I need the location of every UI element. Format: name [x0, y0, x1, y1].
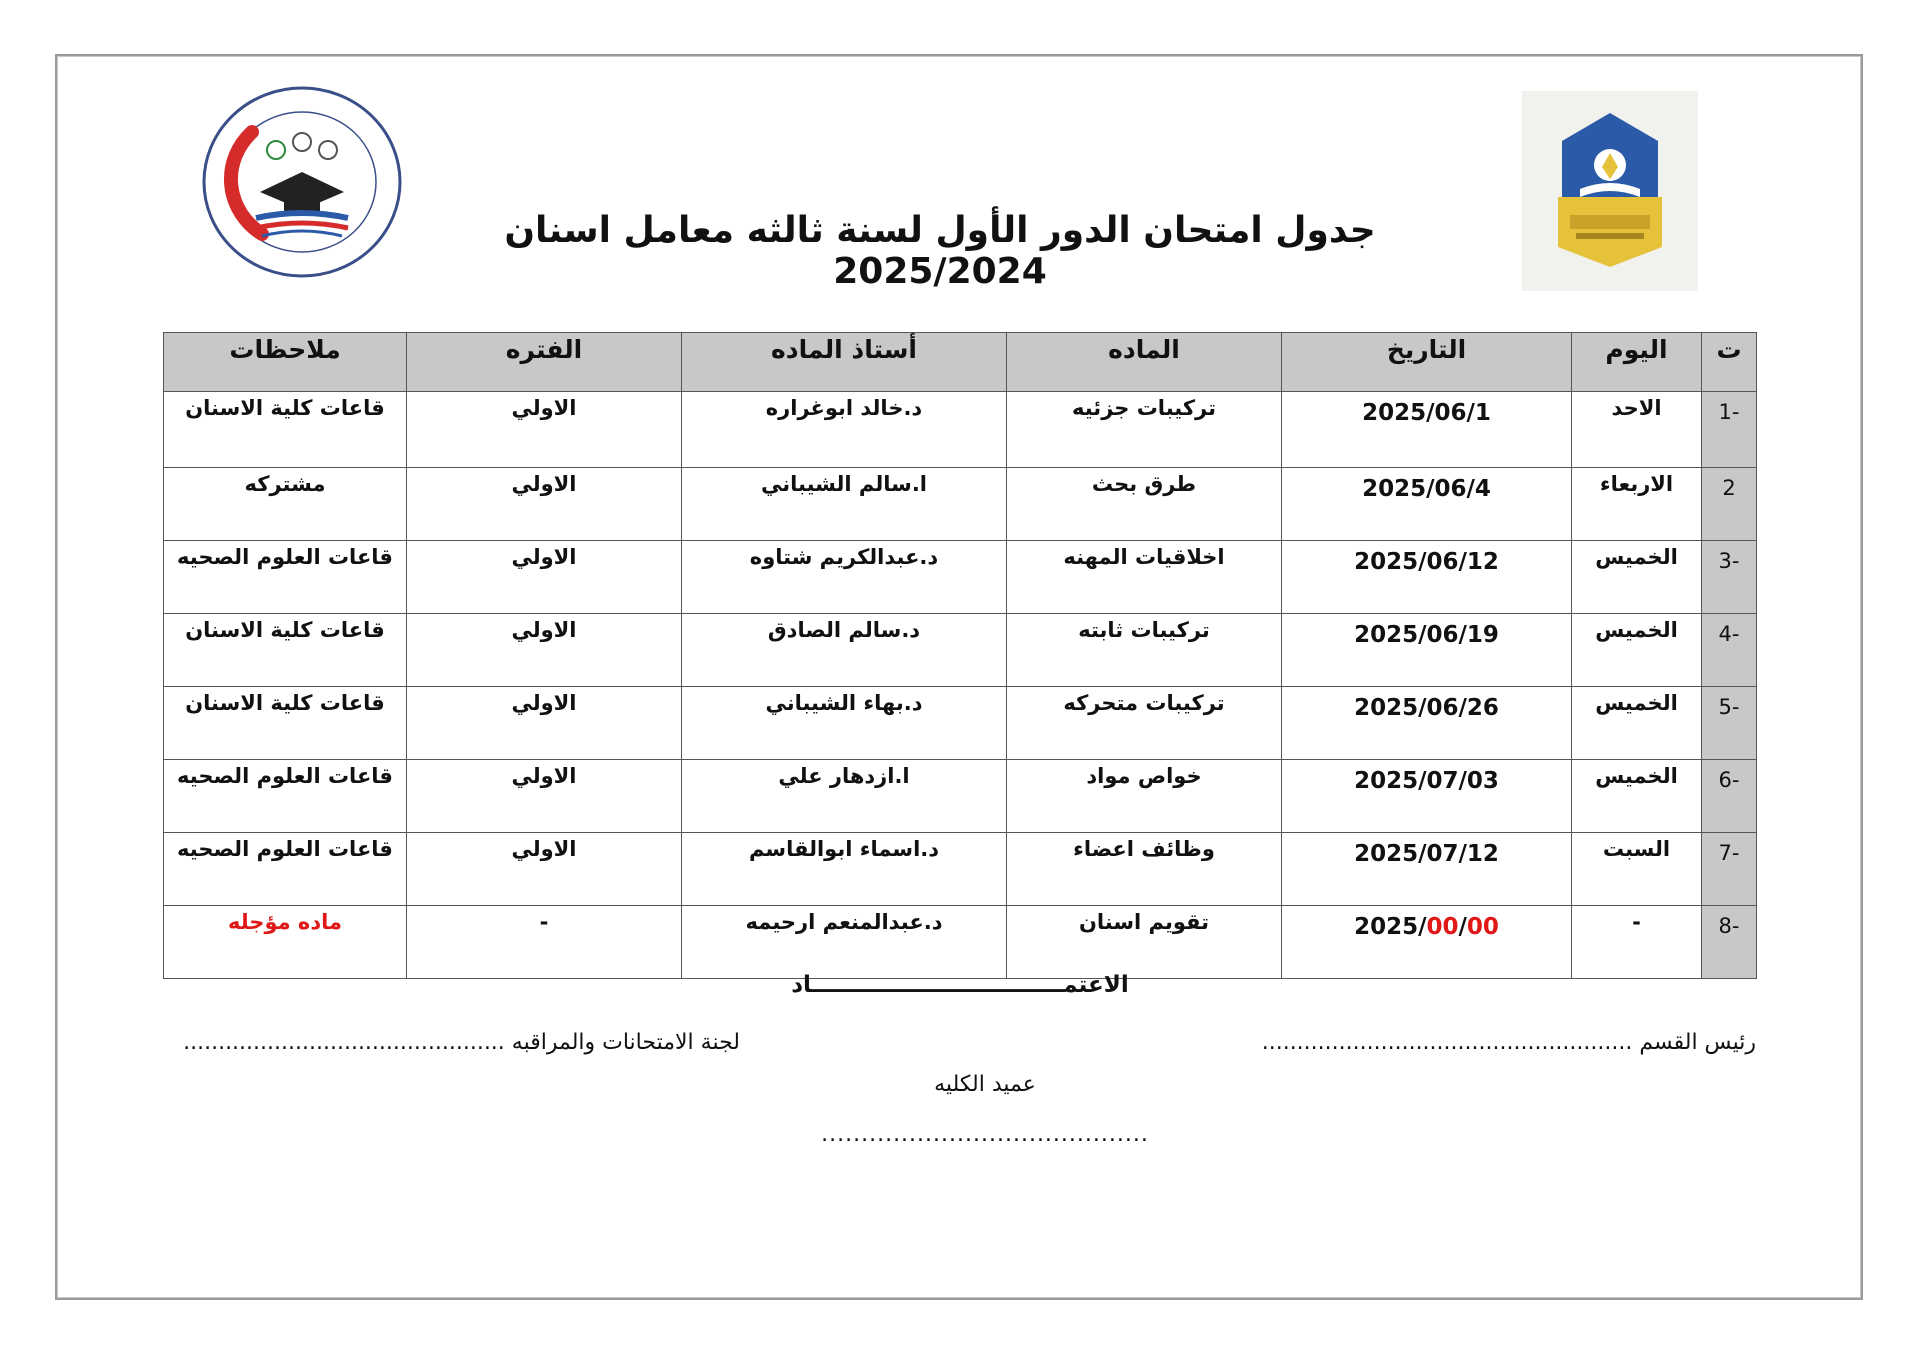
exam-committee-signature: لجنة الامتحانات والمراقبه ..............................................	[183, 1030, 740, 1055]
row-num: -6	[1702, 760, 1757, 833]
row-period: الاولي	[407, 468, 682, 541]
table-row	[164, 392, 1757, 468]
date-year: 2025/	[1354, 914, 1427, 940]
date-month: 00	[1426, 914, 1459, 940]
header-day: اليوم	[1572, 333, 1702, 392]
table-row	[164, 614, 1757, 687]
row-teacher: د.خالد ابوغراره	[682, 392, 1007, 468]
row-date: 2025/07/12	[1282, 833, 1572, 906]
row-teacher: ا.سالم الشيباني	[682, 468, 1007, 541]
row-day: الاحد	[1572, 392, 1702, 468]
row-day: -	[1572, 906, 1702, 979]
row-period: -	[407, 906, 682, 979]
header-notes: ملاحظات	[164, 333, 407, 392]
row-teacher: د.بهاء الشيباني	[682, 687, 1007, 760]
table-row	[164, 833, 1757, 906]
row-notes: قاعات العلوم الصحيه	[164, 541, 407, 614]
row-subject: وظائف اعضاء	[1007, 833, 1282, 906]
faculty-logo	[200, 84, 404, 280]
row-num: -7	[1702, 833, 1757, 906]
page-title: جدول امتحان الدور الأول لسنة ثالثه معامل اسنان 2025/2024	[504, 210, 1376, 292]
row-period: الاولي	[407, 614, 682, 687]
row-day: الاربعاء	[1572, 468, 1702, 541]
row-teacher: د.اسماء ابوالقاسم	[682, 833, 1007, 906]
row-num: 2	[1702, 468, 1757, 541]
row-date: 2025/06/1	[1282, 392, 1572, 468]
dean-signature-line: .........................................	[821, 1122, 1149, 1147]
header-teacher: أستاذ الماده	[682, 333, 1007, 392]
table-row	[164, 687, 1757, 760]
row-date: 2025/06/12	[1282, 541, 1572, 614]
exam-schedule-table	[163, 332, 1757, 979]
header-subject: الماده	[1007, 333, 1282, 392]
approval-heading: الاعتمــــــــــــــــــــــــــــــــاد	[791, 972, 1129, 998]
row-period: الاولي	[407, 392, 682, 468]
table-header-row	[164, 333, 1757, 392]
row-day: الخميس	[1572, 614, 1702, 687]
row-num: -8	[1702, 906, 1757, 979]
row-subject: خواص مواد	[1007, 760, 1282, 833]
row-subject: تركيبات جزئيه	[1007, 392, 1282, 468]
university-logo	[1522, 91, 1698, 291]
header-num: ت	[1702, 333, 1757, 392]
row-notes: قاعات العلوم الصحيه	[164, 760, 407, 833]
row-notes: ماده مؤجله	[164, 906, 407, 979]
row-notes: قاعات كلية الاسنان	[164, 392, 407, 468]
row-teacher: د.سالم الصادق	[682, 614, 1007, 687]
row-notes: قاعات العلوم الصحيه	[164, 833, 407, 906]
row-num: -5	[1702, 687, 1757, 760]
date-separator: /	[1458, 914, 1467, 940]
row-subject: اخلاقيات المهنه	[1007, 541, 1282, 614]
row-date: 2025/07/03	[1282, 760, 1572, 833]
row-date: 2025/06/4	[1282, 468, 1572, 541]
row-notes: قاعات كلية الاسنان	[164, 687, 407, 760]
row-subject: تركيبات متحركه	[1007, 687, 1282, 760]
row-day: السبت	[1572, 833, 1702, 906]
row-day: الخميس	[1572, 541, 1702, 614]
table-row	[164, 906, 1757, 979]
row-subject: طرق بحث	[1007, 468, 1282, 541]
row-teacher: د.عبدالكريم شتاوه	[682, 541, 1007, 614]
header-date: التاريخ	[1282, 333, 1572, 392]
row-num: -4	[1702, 614, 1757, 687]
row-num: -3	[1702, 541, 1757, 614]
table-row	[164, 541, 1757, 614]
row-subject: تركيبات ثابته	[1007, 614, 1282, 687]
row-period: الاولي	[407, 760, 682, 833]
date-day: 00	[1466, 914, 1499, 940]
row-date: 2025/06/19	[1282, 614, 1572, 687]
date-value	[1354, 914, 1499, 940]
dean-label: عميد الكليه	[934, 1072, 1036, 1097]
row-subject: تقويم اسنان	[1007, 906, 1282, 979]
row-num: -1	[1702, 392, 1757, 468]
row-period: الاولي	[407, 687, 682, 760]
row-notes: قاعات كلية الاسنان	[164, 614, 407, 687]
row-date	[1282, 906, 1572, 979]
row-day: الخميس	[1572, 760, 1702, 833]
row-teacher: ا.ازدهار علي	[682, 760, 1007, 833]
table-row	[164, 468, 1757, 541]
row-period: الاولي	[407, 833, 682, 906]
row-teacher: د.عبدالمنعم ارحيمه	[682, 906, 1007, 979]
table-row	[164, 760, 1757, 833]
header-period: الفتره	[407, 333, 682, 392]
row-day: الخميس	[1572, 687, 1702, 760]
department-head-signature: رئيس القسم .....................................................	[1261, 1030, 1756, 1055]
row-notes: مشتركه	[164, 468, 407, 541]
row-period: الاولي	[407, 541, 682, 614]
row-date: 2025/06/26	[1282, 687, 1572, 760]
